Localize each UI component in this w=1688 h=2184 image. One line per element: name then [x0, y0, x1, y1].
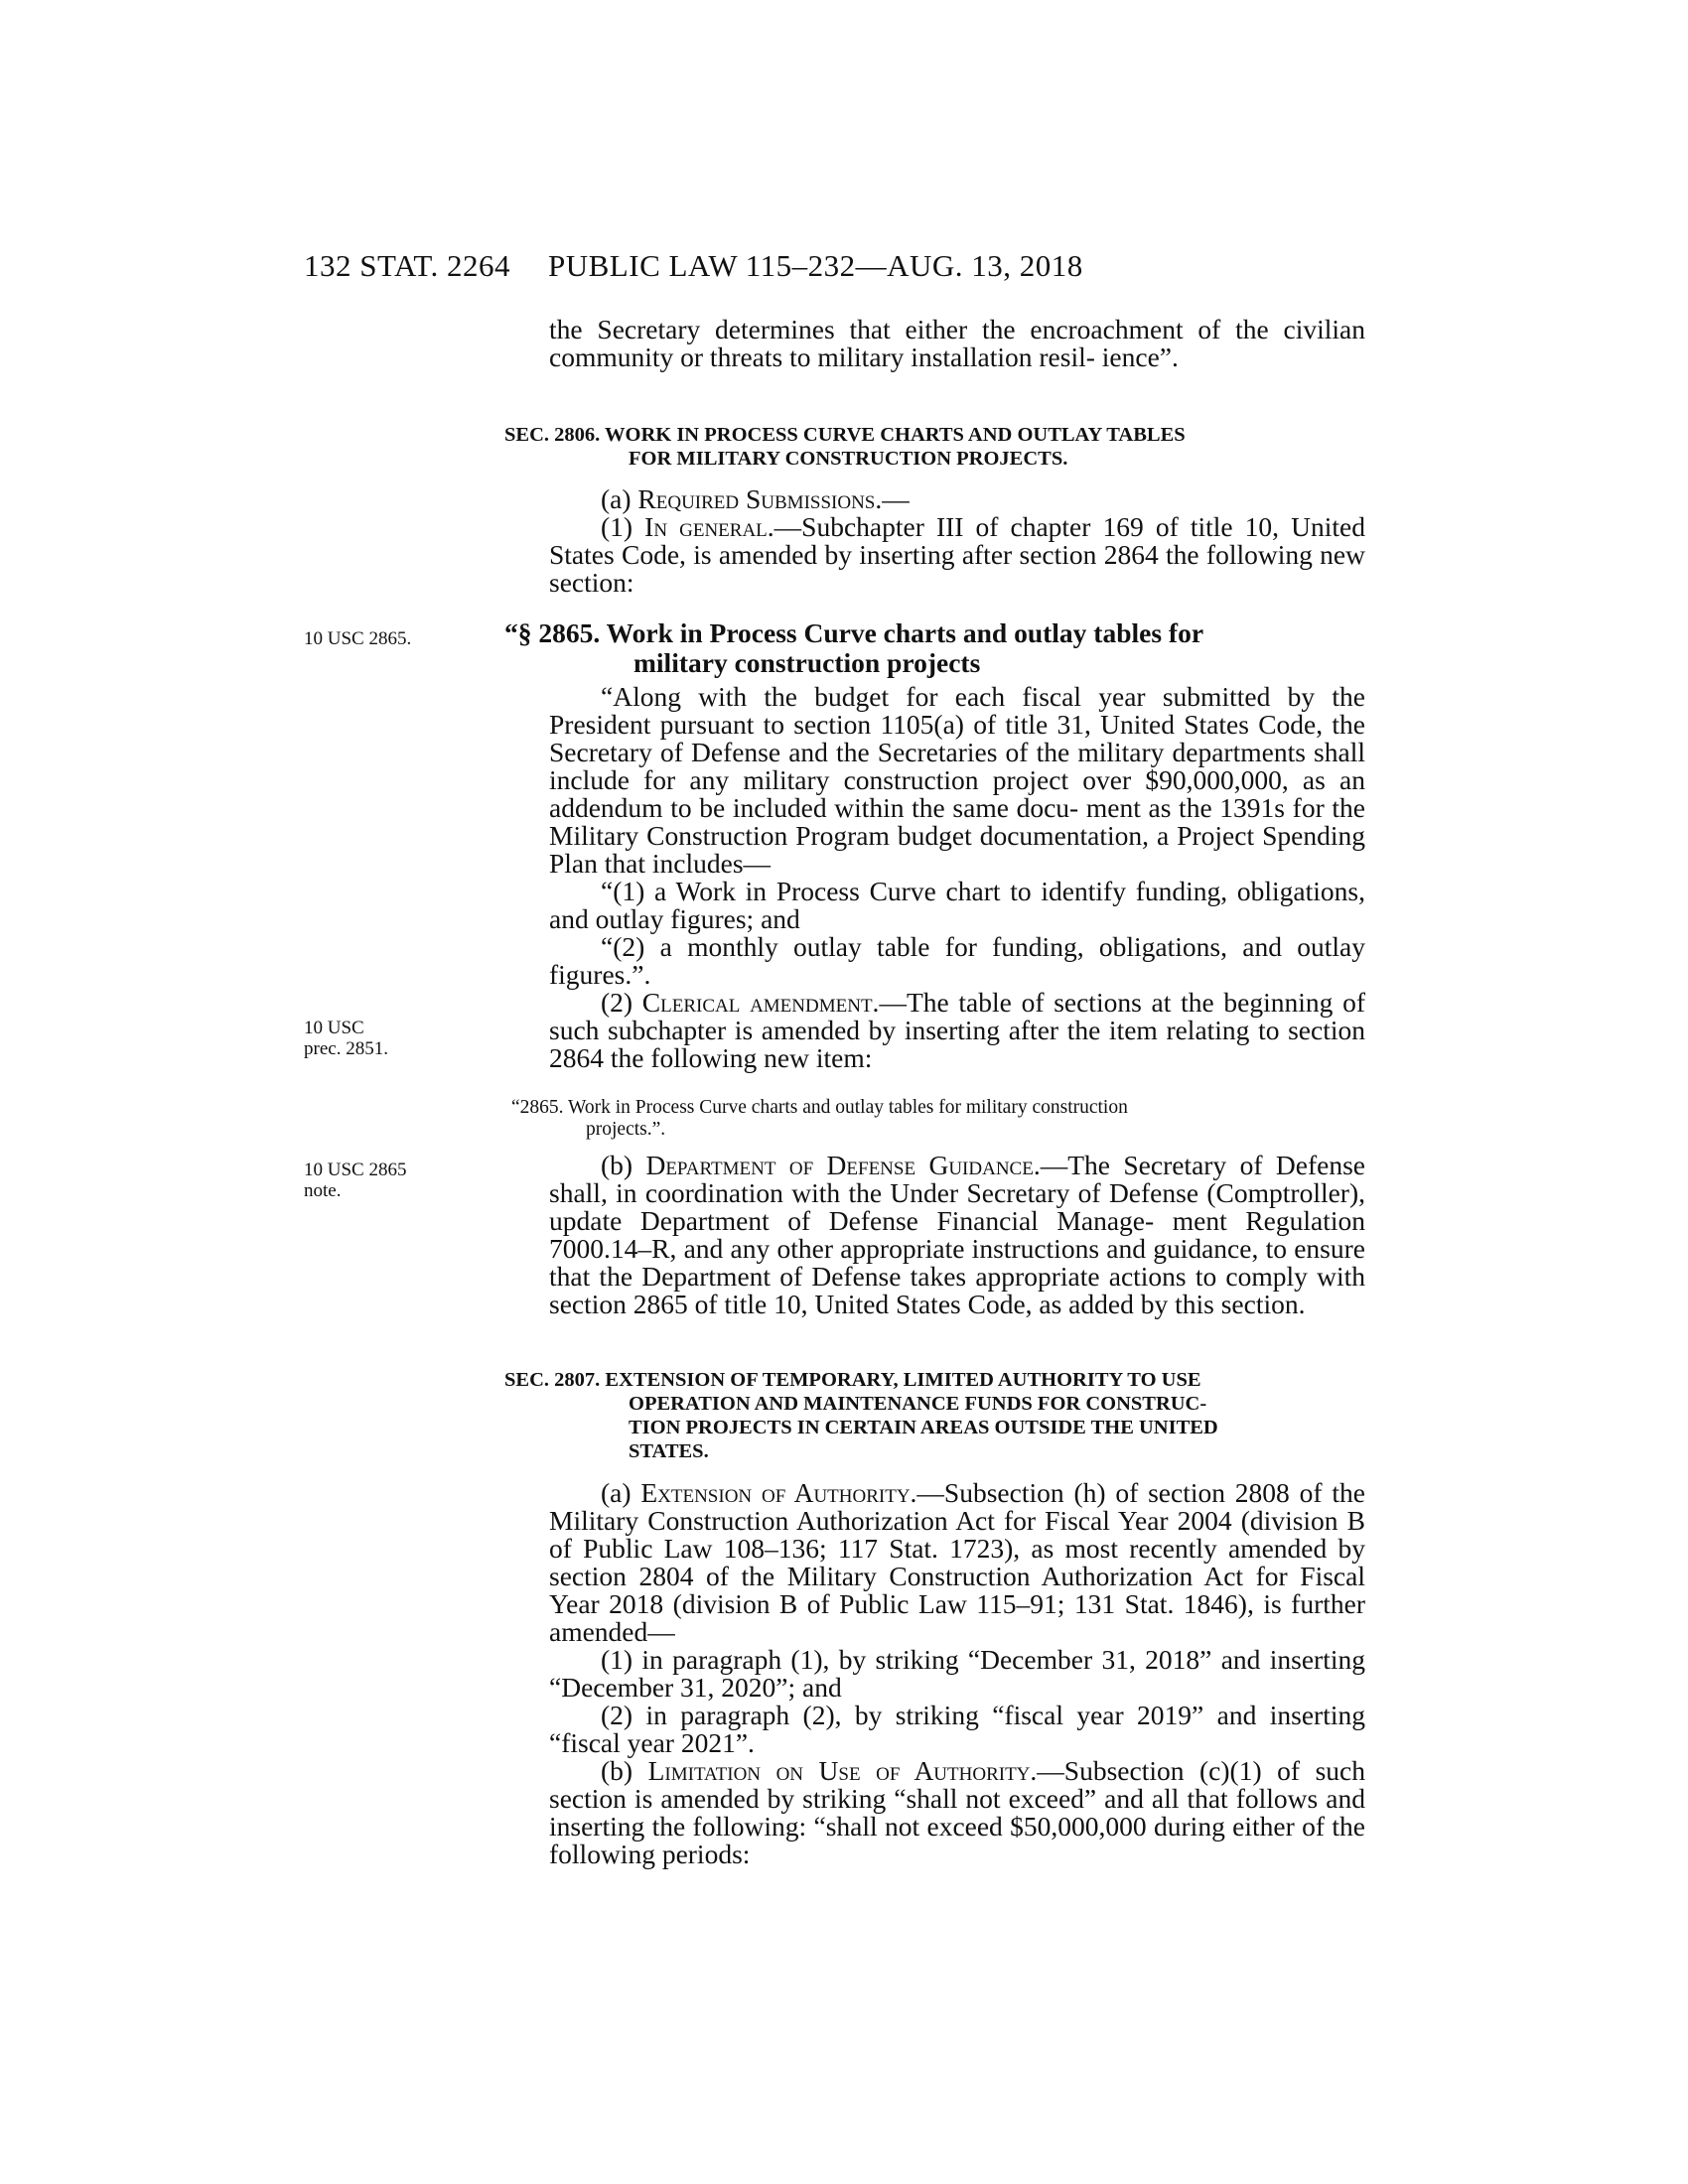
page-header: [0, 248, 1688, 288]
law-title: PUBLIC LAW 115–232—AUG. 13, 2018: [548, 248, 1083, 283]
section-2806-subsection-a: [549, 485, 1365, 597]
new-section-2865-heading: “§ 2865. Work in Process Curve charts and outlay tables for military construction projects: [504, 617, 1204, 678]
section-2807-body: [549, 1479, 1365, 1868]
new-section-2865-body: “Along with the budget for each fiscal year submitted by the President pursuant to section 1105(a) of title 31, United States Code, the Secretary of Defense and the Secretaries of the military departments shall include for any military construction project over $90,000,000, as an addendum to be included within the same docu- ment as the 1391s for the Military Construction Program budget documentation, a Project Spending Plan that includes— “(1) a Work in Process Curve chart to identify funding, obligations, and outlay figures; and “(2) a monthly outlay table for funding, obligations, and outlay figures.”. (2) Clerical amendment.—The table of sections at the beginning of such subchapter is amended by inserting after the item relating to section 2864 the following new item:: [549, 681, 1365, 1073]
margin-note-10-usc-2865-note: 10 USC 2865 note.: [304, 1160, 407, 1201]
paragraph-a2: (2) Clerical amendment.—The table of sections at the beginning of such subchapter is amended by inserting after the item relating to section 2864 the following new item:: [549, 987, 1365, 1073]
section-2806-subsection-b: (b) Department of Defense Guidance.—The Secretary of Defense shall, in coordination with the Under Secretary of Defense (Comptroller), update Department of Defense Financial Manage- ment Regulation 7000.14–R, and any other appropriate instructions and guidance, to ensure that the Department of Defense takes appropriate actions to comply with section 2865 of title 10, United States Code, as added by this section.: [549, 1150, 1365, 1319]
stat-reference: 132 STAT. 2264: [304, 248, 511, 283]
section-2806-heading: SEC. 2806. WORK IN PROCESS CURVE CHARTS AND OUTLAY TABLES FOR MILITARY CONSTRUCTION PROJECTS.: [504, 424, 1186, 470]
list-item-1: “(1) a Work in Process Curve chart to identify funding, obligations, and outlay figures; and: [549, 876, 1365, 934]
margin-note-10-usc-prec-2851: 10 USC prec. 2851.: [304, 1018, 388, 1059]
continuation-text: the Secretary determines that either the encroachment of the civilian community or threats to military installation resil- ience”.: [549, 314, 1365, 372]
paragraph-2: (2) in paragraph (2), by striking “fiscal year 2019” and inserting “fiscal year 2021”.: [549, 1700, 1365, 1758]
subsection-a-heading: (a) Required Submissions.—: [601, 483, 910, 514]
subsection-b: (b) Limitation on Use of Authority.—Subsection (c)(1) of such section is amended by striking “shall not exceed” and all that follows and inserting the following: “shall not exceed $50,000,000 during either of the following periods:: [549, 1755, 1365, 1869]
section-2807-heading: SEC. 2807. EXTENSION OF TEMPORARY, LIMITED AUTHORITY TO USE OPERATION AND MAINTENANCE FUNDS FOR CONSTRUC- TION PROJECTS IN CERTAIN AREAS OUTSIDE THE UNITED STATES.: [504, 1369, 1218, 1462]
paragraph-1: (1) in paragraph (1), by striking “December 31, 2018” and inserting “December 31, 2020”; and: [549, 1644, 1365, 1703]
subsection-a: (a) Extension of Authority.—Subsection (h) of section 2808 of the Military Construction Authorization Act for Fiscal Year 2004 (division B of Public Law 108–136; 117 Stat. 1723), as most recently amended by section 2804 of the Military Construction Authorization Act for Fiscal Year 2018 (division B of Public Law 115–91; 131 Stat. 1846), is further amended—: [549, 1477, 1365, 1647]
list-item-2: “(2) a monthly outlay table for funding, obligations, and outlay figures.”.: [549, 931, 1365, 990]
margin-note-10-usc-2865: 10 USC 2865.: [304, 628, 412, 649]
table-of-sections-item: “2865. Work in Process Curve charts and outlay tables for military construction projects.”.: [511, 1097, 1128, 1140]
paragraph-a1: (1) In general.—Subchapter III of chapter 169 of title 10, United States Code, is amended by inserting after section 2864 the following new section:: [549, 511, 1365, 598]
